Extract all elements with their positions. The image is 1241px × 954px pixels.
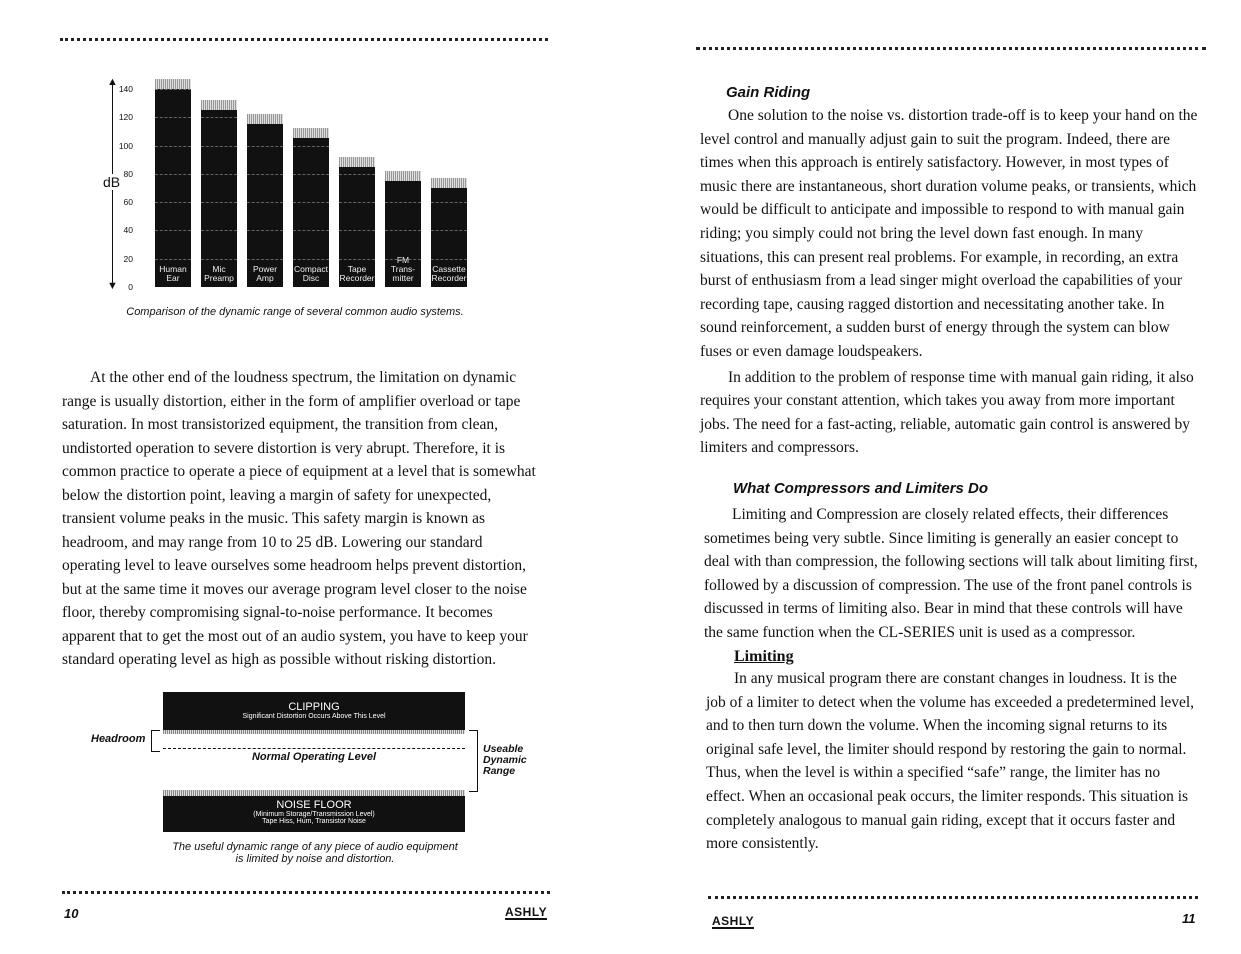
bar-gridline: [201, 202, 237, 203]
bar-gridline: [247, 146, 283, 147]
chart-caption: Comparison of the dynamic range of several common audio systems.: [126, 306, 464, 318]
bar-area: [155, 70, 475, 292]
left-page: [0, 0, 620, 954]
bar-gridline: [293, 202, 329, 203]
bar: [201, 103, 237, 287]
compressors-text: [704, 503, 1200, 645]
limiting-text: [706, 667, 1200, 856]
paragraph: Limiting and Compression are closely related effects, their differences sometimes being very subtle. Since limiting is generally an easier concept to deal with than compression, the following sections will talk about limiting first, followed by a discussion of compression. The use of the front panel controls is discussed in terms of limiting also. Bear in mind that these controls will have the same function when the CL-SERIES unit is used as a compressor.: [704, 506, 1198, 641]
bar-gridline: [339, 259, 375, 260]
bar-gridline: [201, 117, 237, 118]
noise-title: NOISE FLOOR: [276, 799, 352, 811]
bar: [385, 174, 421, 287]
gain-riding-text: [700, 104, 1200, 460]
bar-gridline: [431, 202, 467, 203]
bar-label: [339, 265, 375, 283]
y-tick-label: 20: [123, 253, 133, 264]
y-tick-label: 0: [128, 282, 133, 292]
bar-gridline: [155, 202, 191, 203]
noise-subtitle-2: Tape Hiss, Hum, Transistor Noise: [262, 818, 366, 825]
bar-top: [385, 171, 421, 181]
bar-label-line: Power: [252, 264, 278, 274]
bar-label-line: FM: [396, 255, 410, 265]
bar-gridline: [155, 174, 191, 175]
bar-label-line: mitter: [392, 273, 414, 283]
bar-gridline: [155, 117, 191, 118]
bar-label-line: Mic: [212, 264, 226, 274]
ashly-logo: ASHLY: [712, 914, 755, 928]
bar-label-line: Compact: [293, 264, 328, 274]
bar-gridline: [339, 174, 375, 175]
top-rule: [696, 47, 1206, 50]
bar-top: [201, 100, 237, 110]
headroom-label: Headroom: [91, 733, 146, 745]
usable-range-bracket: [469, 730, 478, 792]
bar-label-line: Human: [159, 264, 187, 274]
usable-range-line-2: Dynamic: [483, 754, 527, 766]
clipping-block: [163, 692, 465, 730]
bar-gridline: [293, 174, 329, 175]
bar-label-line: Cassette: [432, 264, 466, 274]
paragraph: In addition to the problem of response time with manual gain riding, it also requires your constant attention, which takes you away from more important jobs. The need for a fast-acting, reliable, automatic gain control is answered by limiters and compressors.: [700, 368, 1194, 457]
bar-label: [431, 265, 467, 283]
bar-gridline: [247, 259, 283, 260]
bar-gridline: [155, 89, 191, 90]
normal-level-label: Normal Operating Level: [251, 751, 377, 763]
diagram-caption: [160, 841, 470, 865]
bar: [431, 181, 467, 287]
bar-gridline: [201, 259, 237, 260]
bar-gridline: [201, 146, 237, 147]
bar: [247, 117, 283, 287]
bar-top: [431, 178, 467, 188]
bar-top: [293, 128, 329, 138]
bar-gridline: [431, 230, 467, 231]
left-body-text: [62, 366, 540, 672]
bar-gridline: [385, 202, 421, 203]
bar-gridline: [247, 174, 283, 175]
diagram-caption-line-1: The useful dynamic range of any piece of audio equipment: [172, 841, 458, 853]
bar-top: [339, 157, 375, 167]
clipping-gradient: [163, 730, 465, 734]
bar-top: [155, 79, 191, 89]
bar-label-line: Tape: [347, 264, 367, 274]
bar-gridline: [247, 230, 283, 231]
bar-label-line: Disc: [302, 273, 320, 283]
bar: [155, 82, 191, 287]
bar-gridline: [293, 259, 329, 260]
normal-level-line: [163, 748, 465, 749]
ashly-logo: ASHLY: [505, 905, 548, 919]
usable-range-line-3: Range: [483, 765, 516, 777]
bar-gridline: [155, 230, 191, 231]
bar-label: [385, 256, 421, 283]
y-axis-arrow-up: ▲: [107, 76, 118, 88]
bar-label: [247, 265, 283, 283]
paragraph: In any musical program there are constant changes in loudness. It is the job of a limiter to detect when the volume has exceeded a predetermined level, and to then turn down the volume. When the incoming signal returns to its original safe level, the limiter should respond by restoring the gain to normal. Thus, when the level is within a specified “safe” range, the limiter has no effect. When an occasional peak occurs, the limiter responds. This situation is completely analogous to manual gain riding, except that it occurs faster and more consistently.: [706, 670, 1195, 853]
paragraph: At the other end of the loudness spectrum, the limitation on dynamic range is usually distortion, either in the form of amplifier overload or tape saturation. In most transistorized equipment, the transition from clean, undistorted operation to severe distortion is very abrupt. Therefore, it is common practice to operate a piece of equipment at a level that is somewhat below the distortion point, leaving a margin of safety for unexpected, transient volume peaks in the music. This safety margin is known as headroom, and may range from 10 to 25 dB. Lowering our standard operating level to leave ourselves some headroom helps prevent distortion, but at the same time it moves our average program level closer to the noise floor, thereby compromising signal-to-noise performance. It becomes apparent that to get the most out of an audio system, you have to keep your standard operating level as high as possible without risking distortion.: [62, 369, 536, 668]
bar-gridline: [201, 174, 237, 175]
top-rule: [60, 38, 548, 41]
right-page: [620, 0, 1241, 954]
bar-gridline: [385, 230, 421, 231]
y-tick-label: 120: [118, 112, 133, 123]
bar-label: [201, 265, 237, 283]
bar-label-line: Recorder: [431, 273, 467, 283]
bar-label: [155, 265, 191, 283]
bar-gridline: [339, 230, 375, 231]
bar: [293, 131, 329, 287]
y-tick-label: 140: [118, 84, 133, 95]
bar-label-line: Amp: [256, 273, 274, 283]
headroom-bracket: [151, 730, 160, 752]
y-tick-label: 60: [123, 197, 133, 208]
bar-label-line: Ear: [166, 273, 180, 283]
bottom-rule: [62, 891, 550, 894]
bar-label-line: Recorder: [339, 273, 375, 283]
bar-label-line: Preamp: [204, 273, 234, 283]
bottom-rule: [708, 896, 1198, 899]
paragraph: One solution to the noise vs. distortion trade-off is to keep your hand on the level control and manually adjust gain to suit the program. Indeed, there are times when this approach is entirely satisfactory. However, in most types of music there are instantaneous, short duration volume peaks, or transients, which would be difficult to anticipate and impossible to respond to with manual gain riding; you simply could not bring the level down fast enough. In many situations, this can present real problems. For example, in recording, an extra burst of enthusiasm from a lead singer might overload the capabilities of your recording tape, causing ragged distortion and necessitating another take. In sound reinforcement, a sudden burst of energy through the system can blow fuses or even damage loudspeakers.: [700, 107, 1198, 360]
subheading-limiting: Limiting: [734, 648, 794, 665]
y-tick-label: 40: [123, 225, 133, 236]
bar: [339, 160, 375, 287]
bar-gridline: [293, 146, 329, 147]
dynamic-range-chart: [95, 70, 475, 300]
noise-subtitle-1: (Minimum Storage/Transmission Level): [253, 811, 375, 818]
bar-gridline: [201, 230, 237, 231]
page-number: 10: [64, 906, 79, 921]
diagram-caption-line-2: is limited by noise and distortion.: [235, 853, 395, 865]
noise-floor-block: [163, 796, 465, 832]
bar-top: [247, 114, 283, 124]
usable-range-line-1: Useable: [483, 743, 524, 755]
clipping-subtitle: Significant Distortion Occurs Above This Level: [242, 713, 386, 720]
bar-label: [293, 265, 329, 283]
bar-label-line: Trans-: [390, 264, 416, 274]
bar-gridline: [155, 146, 191, 147]
y-axis-arrow-down: ▼: [107, 280, 118, 292]
heading-gain-riding: Gain Riding: [726, 84, 811, 101]
bar-gridline: [431, 259, 467, 260]
usable-range-label: [483, 744, 527, 777]
page-number: 11: [1182, 911, 1196, 926]
bar-gridline: [155, 259, 191, 260]
bar-gridline: [339, 202, 375, 203]
bar-gridline: [247, 202, 283, 203]
y-tick-area: [107, 82, 137, 292]
y-axis-label: dB: [103, 174, 121, 190]
clipping-title: CLIPPING: [288, 701, 340, 713]
y-tick-label: 100: [118, 140, 133, 151]
heading-what-compressors: What Compressors and Limiters Do: [733, 480, 989, 497]
bar-gridline: [293, 230, 329, 231]
y-tick-label: 80: [123, 168, 133, 179]
